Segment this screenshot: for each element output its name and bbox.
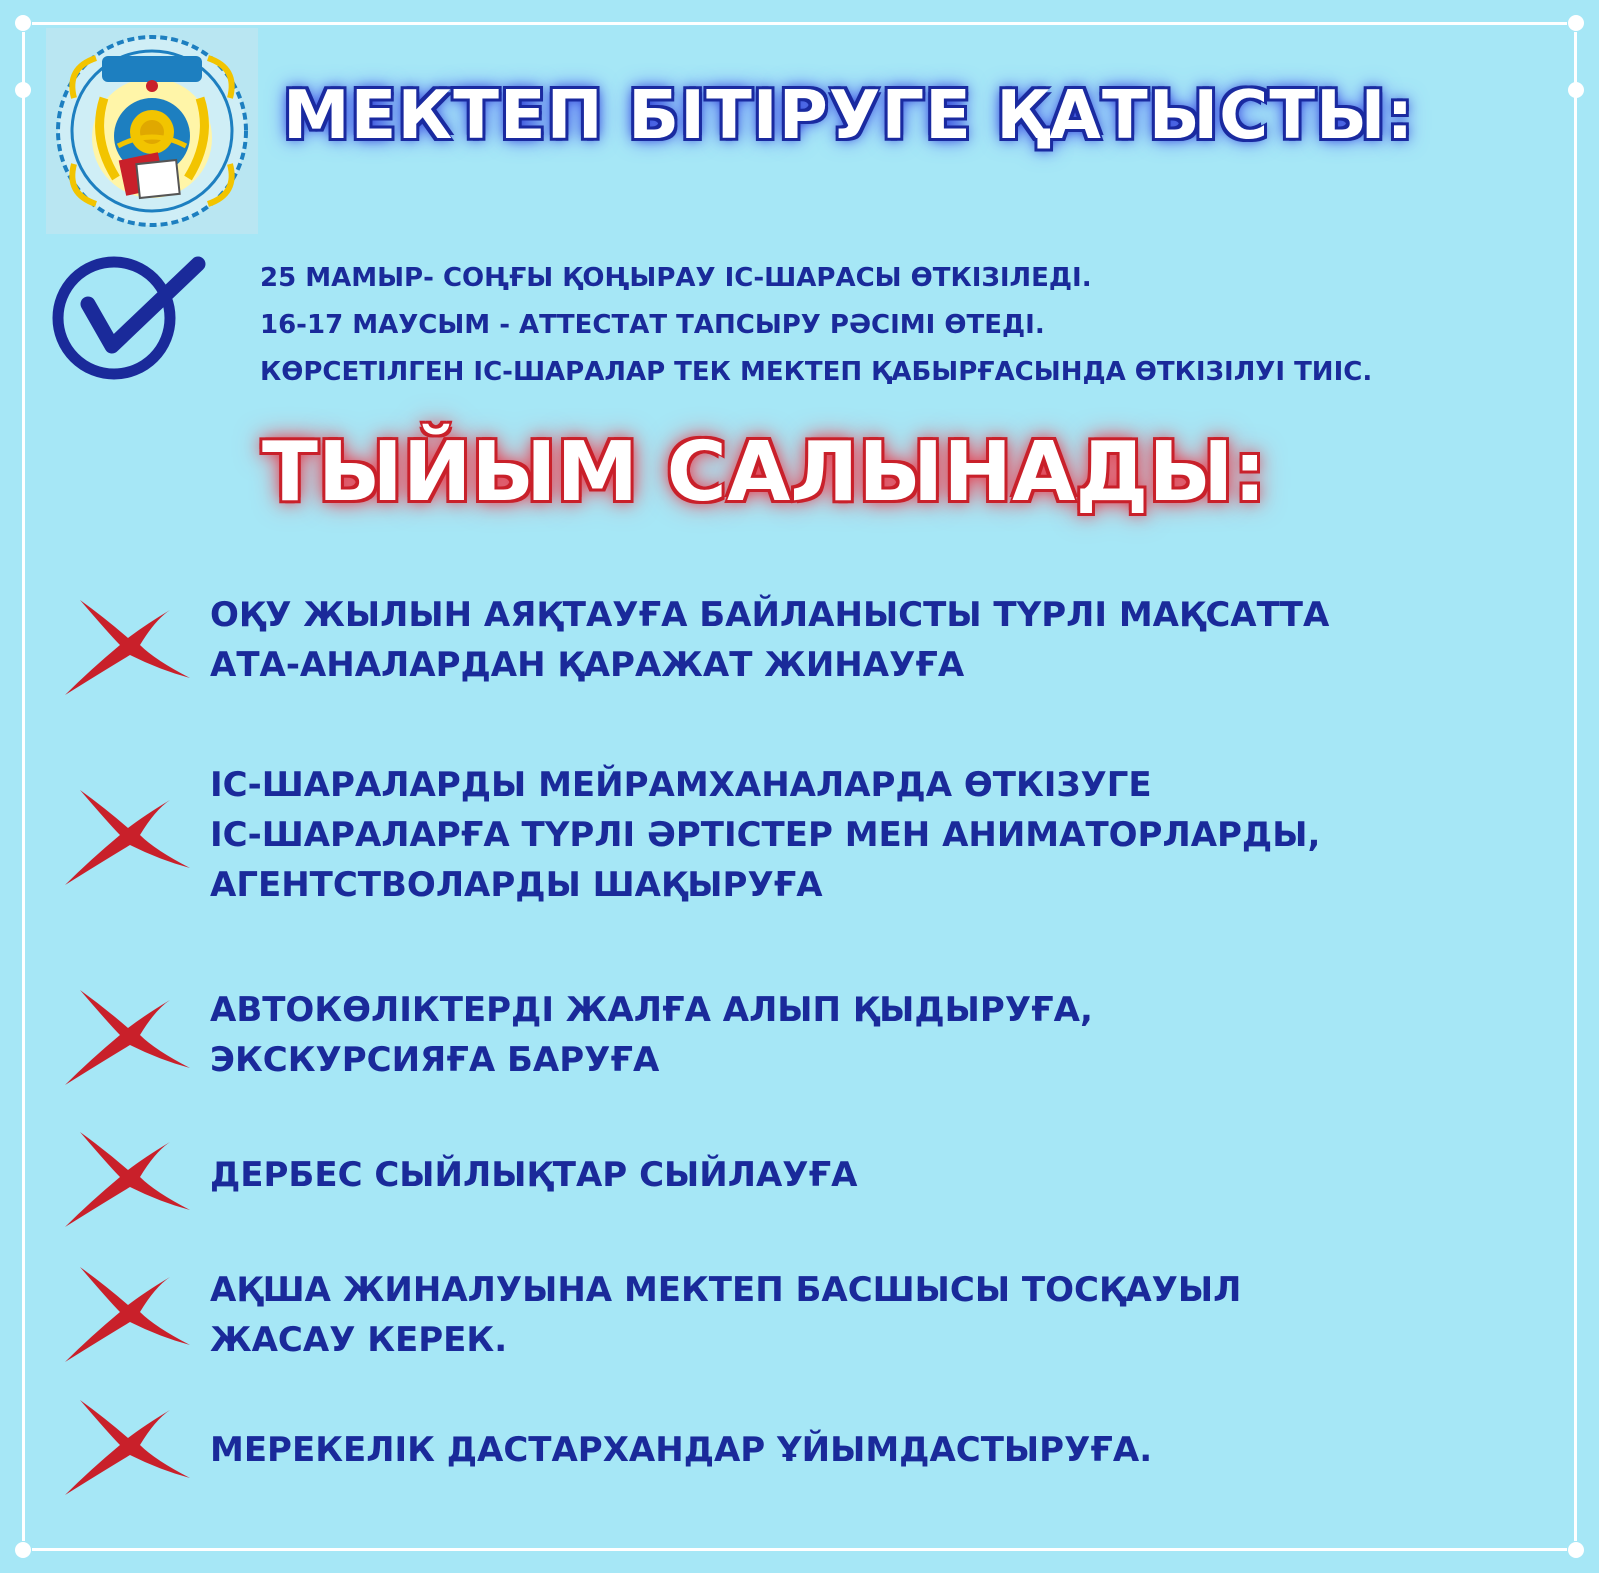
info-line: КӨРСЕТІЛГЕН ІС-ШАРАЛАР ТЕК МЕКТЕП ҚАБЫРҒАСЫНДА ӨТКІЗІЛУІ ТИІС. <box>260 357 1373 387</box>
school-emblem-icon <box>46 28 258 234</box>
prohibited-title: ТЫЙЫМ САЛЫНАДЫ: <box>262 425 1267 520</box>
red-x-icon <box>60 1122 195 1232</box>
frame-top-line <box>32 22 1567 25</box>
ban-line: ДЕРБЕС СЫЙЛЫҚТАР СЫЙЛАУҒА <box>210 1155 858 1195</box>
ban-line: ІС-ШАРАЛАРДЫ МЕЙРАМХАНАЛАРДА ӨТКІЗУГЕ <box>210 765 1152 805</box>
info-list <box>260 255 1590 396</box>
frame-dot <box>15 82 31 98</box>
ban-line: АТА-АНАЛАРДАН ҚАРАЖАТ ЖИНАУҒА <box>210 645 965 685</box>
ban-item-text <box>210 760 1320 910</box>
ban-item-text <box>210 1150 857 1200</box>
frame-corner-dot <box>1568 15 1584 31</box>
ban-line: АҚША ЖИНАЛУЫНА МЕКТЕП БАСШЫСЫ ТОСҚАУЫЛ <box>210 1270 1242 1310</box>
ban-line: ОҚУ ЖЫЛЫН АЯҚТАУҒА БАЙЛАНЫСТЫ ТҮРЛІ МАҚСАТТА <box>210 595 1330 635</box>
ban-line: ІС-ШАРАЛАРҒА ТҮРЛІ ӘРТІСТЕР МЕН АНИМАТОРЛАРДЫ, <box>210 815 1321 855</box>
info-line: 25 МАМЫР- СОҢҒЫ ҚОҢЫРАУ ІС-ШАРАСЫ ӨТКІЗІЛЕДІ. <box>260 263 1092 293</box>
frame-bottom-line <box>32 1548 1567 1551</box>
ban-line: АВТОКӨЛІКТЕРДІ ЖАЛҒА АЛЫП ҚЫДЫРУҒА, <box>210 990 1093 1030</box>
frame-corner-dot <box>15 15 31 31</box>
ban-line: ЖАСАУ КЕРЕК. <box>210 1320 508 1360</box>
red-x-icon <box>60 780 195 890</box>
ban-item-text <box>210 985 1093 1085</box>
check-circle-icon <box>48 246 208 386</box>
frame-dot <box>1568 82 1584 98</box>
ban-item-text <box>210 1425 1152 1475</box>
ban-item-text <box>210 590 1329 690</box>
ban-line: МЕРЕКЕЛІК ДАСТАРХАНДАР ҰЙЫМДАСТЫРУҒА. <box>210 1430 1153 1470</box>
ban-line: ЭКСКУРСИЯҒА БАРУҒА <box>210 1040 660 1080</box>
ban-line: АГЕНТСТВОЛАРДЫ ШАҚЫРУҒА <box>210 865 823 905</box>
red-x-icon <box>60 1257 195 1367</box>
frame-corner-dot <box>1568 1542 1584 1558</box>
page-title: МЕКТЕП БІТІРУГЕ ҚАТЫСТЫ: <box>283 76 1415 154</box>
info-line: 16-17 МАУСЫМ - АТТЕСТАТ ТАПСЫРУ РӘСІМІ ӨТЕДІ. <box>260 310 1045 340</box>
red-x-icon <box>60 590 195 700</box>
red-x-icon <box>60 980 195 1090</box>
red-x-icon <box>60 1390 195 1500</box>
frame-left-line <box>22 32 25 1541</box>
frame-corner-dot <box>15 1542 31 1558</box>
ban-item-text <box>210 1265 1241 1365</box>
